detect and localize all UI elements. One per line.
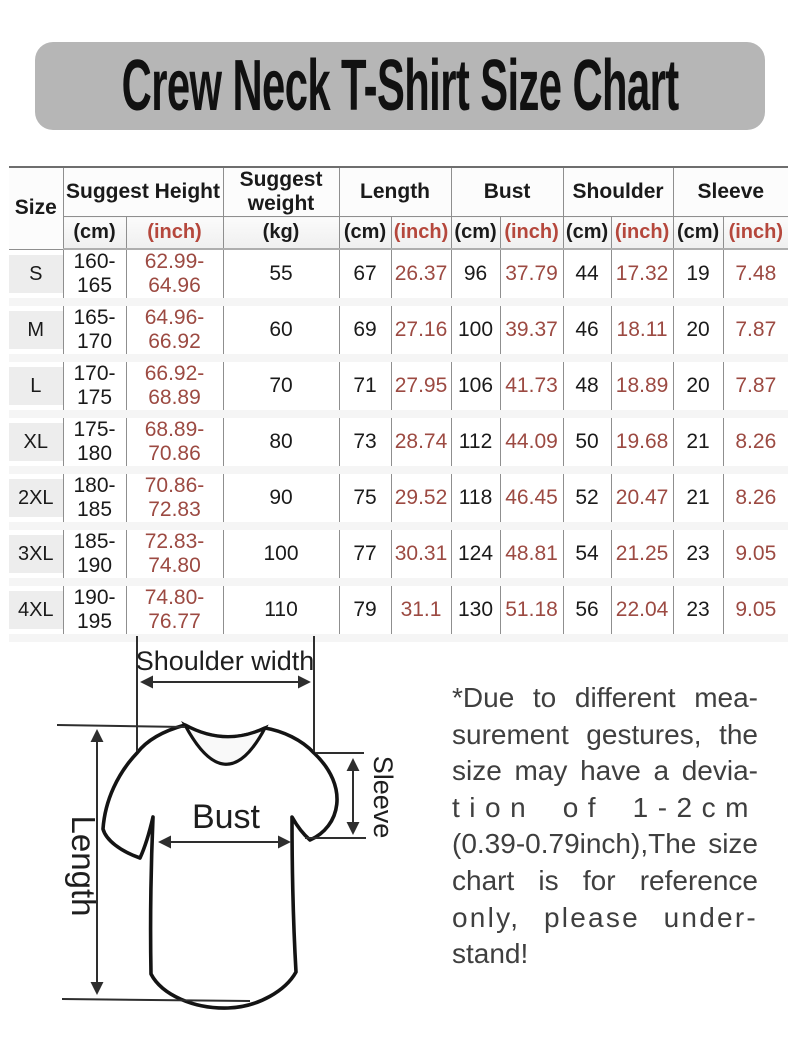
suggest-weight-header: Suggest weight (223, 167, 339, 217)
shoulder-inch-cell: 18.89 (611, 358, 673, 414)
size-badge: L (9, 367, 63, 405)
sleeve-inch-cell: 9.05 (723, 582, 788, 638)
sleeve-inch-cell: 7.87 (723, 358, 788, 414)
shoulder-inch-unit: (inch) (611, 217, 673, 250)
height-cm-cell: 170-175 (63, 358, 126, 414)
table-row (9, 358, 788, 414)
height-inch-cell: 62.99-64.96 (126, 249, 223, 302)
table-row (9, 414, 788, 470)
bust-cm-unit: (cm) (451, 217, 500, 250)
bust-cm-cell: 100 (451, 302, 500, 358)
size-chart-table (9, 166, 788, 642)
bust-cm-cell: 96 (451, 249, 500, 302)
length-inch-cell: 31.1 (391, 582, 451, 638)
height-inch-cell: 70.86-72.83 (126, 470, 223, 526)
shoulder-cm-unit: (cm) (563, 217, 611, 250)
size-cell (9, 414, 63, 470)
bust-cm-cell: 130 (451, 582, 500, 638)
size-badge: 2XL (9, 479, 63, 517)
weight-kg-unit: (kg) (223, 217, 339, 250)
length-cm-cell: 79 (339, 582, 391, 638)
bust-inch-cell: 51.18 (500, 582, 563, 638)
shoulder-cm-cell: 50 (563, 414, 611, 470)
note-line: tion of 1-2cm (452, 791, 758, 823)
length-cm-cell: 71 (339, 358, 391, 414)
shoulder-cm-cell: 56 (563, 582, 611, 638)
sleeve-cm-cell: 20 (673, 358, 723, 414)
tshirt-outline (103, 725, 337, 1008)
weight-cell: 90 (223, 470, 339, 526)
shoulder-inch-cell: 19.68 (611, 414, 673, 470)
weight-cell: 60 (223, 302, 339, 358)
note-line: surement gestures, the (452, 718, 758, 750)
height-inch-cell: 66.92-68.89 (126, 358, 223, 414)
title-banner (35, 42, 765, 130)
shoulder-header: Shoulder (563, 167, 673, 217)
tshirt-measurement-diagram (0, 620, 440, 1040)
shoulder-cm-cell: 52 (563, 470, 611, 526)
weight-cell: 100 (223, 526, 339, 582)
note-line: (0.39-0.79inch),The size (452, 828, 758, 860)
height-cm-cell: 160-165 (63, 249, 126, 302)
header-units-row (9, 217, 788, 250)
sleeve-cm-cell: 23 (673, 526, 723, 582)
length-inch-cell: 28.74 (391, 414, 451, 470)
weight-cell: 70 (223, 358, 339, 414)
sleeve-header: Sleeve (673, 167, 788, 217)
sleeve-cm-cell: 21 (673, 470, 723, 526)
bust-cm-cell: 124 (451, 526, 500, 582)
shoulder-inch-cell: 18.11 (611, 302, 673, 358)
page-title: Crew Neck T-Shirt Size Chart (121, 46, 679, 126)
sleeve-cm-unit: (cm) (673, 217, 723, 250)
sleeve-cm-cell: 19 (673, 249, 723, 302)
weight-cell: 110 (223, 582, 339, 638)
sleeve-cm-cell: 21 (673, 414, 723, 470)
length-cm-cell: 69 (339, 302, 391, 358)
size-cell (9, 302, 63, 358)
table-row (9, 470, 788, 526)
shoulder-inch-cell: 22.04 (611, 582, 673, 638)
size-badge: S (9, 255, 63, 293)
bust-inch-unit: (inch) (500, 217, 563, 250)
sleeve-label: Sleeve (368, 755, 398, 839)
bust-cm-cell: 106 (451, 358, 500, 414)
sleeve-cm-cell: 23 (673, 582, 723, 638)
length-cm-cell: 75 (339, 470, 391, 526)
height-cm-unit: (cm) (63, 217, 126, 250)
height-cm-cell: 165-170 (63, 302, 126, 358)
length-inch-cell: 26.37 (391, 249, 451, 302)
suggest-height-header: Suggest Height (63, 167, 223, 217)
shoulder-inch-cell: 20.47 (611, 470, 673, 526)
shoulder-cm-cell: 48 (563, 358, 611, 414)
sleeve-inch-cell: 8.26 (723, 414, 788, 470)
bust-header: Bust (451, 167, 563, 217)
note-line: chart is for reference (452, 864, 758, 896)
shoulder-cm-cell: 44 (563, 249, 611, 302)
height-inch-cell: 68.89-70.86 (126, 414, 223, 470)
length-inch-cell: 27.95 (391, 358, 451, 414)
bust-inch-cell: 41.73 (500, 358, 563, 414)
shoulder-cm-cell: 46 (563, 302, 611, 358)
sleeve-inch-cell: 8.26 (723, 470, 788, 526)
length-inch-cell: 30.31 (391, 526, 451, 582)
header-group-row (9, 167, 788, 217)
size-cell (9, 526, 63, 582)
weight-cell: 55 (223, 249, 339, 302)
height-cm-cell: 175-180 (63, 414, 126, 470)
shoulder-inch-cell: 17.32 (611, 249, 673, 302)
disclaimer-note (452, 680, 758, 973)
table-row (9, 249, 788, 302)
length-label: Length (65, 815, 102, 917)
weight-cell: 80 (223, 414, 339, 470)
table-row (9, 526, 788, 582)
height-inch-cell: 74.80-76.77 (126, 582, 223, 638)
note-line: stand! (452, 938, 529, 970)
bust-label: Bust (191, 798, 261, 836)
bust-cm-cell: 112 (451, 414, 500, 470)
length-cm-cell: 73 (339, 414, 391, 470)
length-header: Length (339, 167, 451, 217)
bust-cm-cell: 118 (451, 470, 500, 526)
bust-inch-cell: 48.81 (500, 526, 563, 582)
sleeve-inch-unit: (inch) (723, 217, 788, 250)
size-cell (9, 358, 63, 414)
bust-inch-cell: 46.45 (500, 470, 563, 526)
height-cm-cell: 190-195 (63, 582, 126, 638)
shoulder-inch-cell: 21.25 (611, 526, 673, 582)
length-inch-cell: 27.16 (391, 302, 451, 358)
length-inch-unit: (inch) (391, 217, 451, 250)
height-inch-cell: 64.96-66.92 (126, 302, 223, 358)
length-cm-unit: (cm) (339, 217, 391, 250)
height-cm-cell: 185-190 (63, 526, 126, 582)
size-badge: 4XL (9, 591, 63, 629)
height-cm-cell: 180-185 (63, 470, 126, 526)
height-inch-cell: 72.83-74.80 (126, 526, 223, 582)
bust-inch-cell: 39.37 (500, 302, 563, 358)
note-line: only, please under- (452, 901, 758, 933)
sleeve-inch-cell: 9.05 (723, 526, 788, 582)
size-cell (9, 470, 63, 526)
size-cell (9, 249, 63, 302)
bust-inch-cell: 44.09 (500, 414, 563, 470)
sleeve-cm-cell: 20 (673, 302, 723, 358)
size-badge: M (9, 311, 63, 349)
size-column-header: Size (9, 167, 63, 249)
sleeve-inch-cell: 7.48 (723, 249, 788, 302)
shoulder-width-label: Shoulder width (135, 646, 315, 676)
length-cm-cell: 67 (339, 249, 391, 302)
length-inch-cell: 29.52 (391, 470, 451, 526)
length-cm-cell: 77 (339, 526, 391, 582)
height-inch-unit: (inch) (126, 217, 223, 250)
note-line: size may have a devia- (452, 755, 758, 787)
bust-inch-cell: 37.79 (500, 249, 563, 302)
size-badge: XL (9, 423, 63, 461)
shoulder-cm-cell: 54 (563, 526, 611, 582)
table-row (9, 302, 788, 358)
sleeve-inch-cell: 7.87 (723, 302, 788, 358)
size-badge: 3XL (9, 535, 63, 573)
length-top-line (57, 725, 185, 727)
note-line: *Due to different mea- (452, 682, 758, 713)
